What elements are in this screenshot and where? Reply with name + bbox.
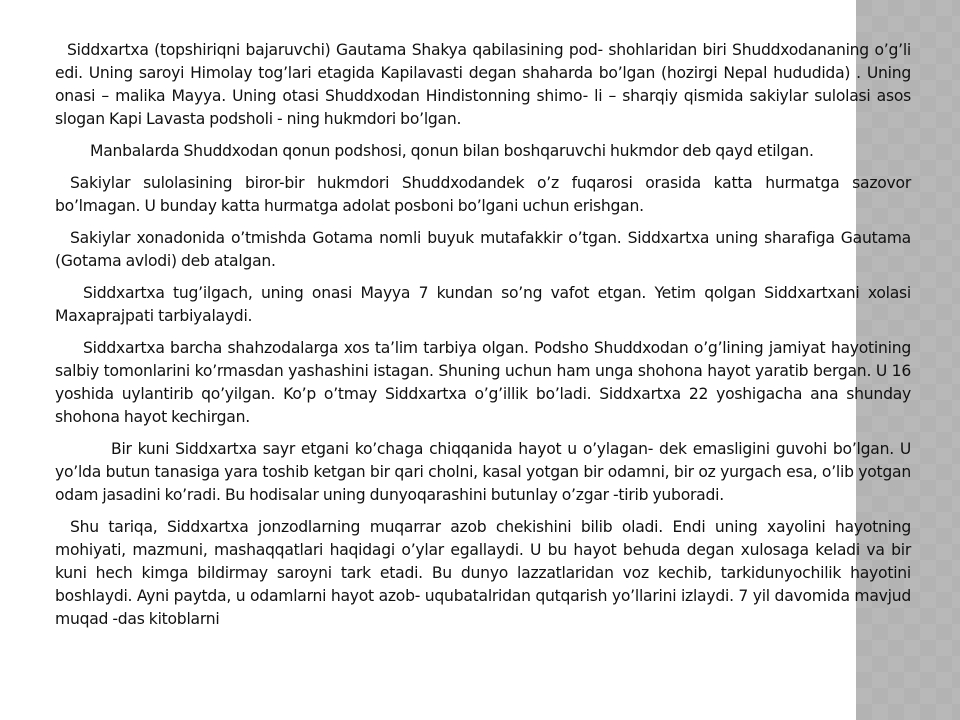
paragraph-law-king: Manbalarda Shuddxodan qonun podshosi, qonun bilan boshqaruvchi hukmdor deb qayd etilgan. <box>90 142 814 160</box>
paragraph-renunciation: Shu tariqa, Siddxartxa jonzodlarning muqarrar azob chekishini bilib oladi. Endi uning xayolini hayotning mohiyati, mazmuni, mashaqqatlari haqidagi o’ylar egallaydi. U bu hayot behuda degan xulosaga keladi va bir kuni hech kimga bildirmay saroyni tark etadi. Bu dunyo lazzatlaridan voz kechib, tarkidunyochilik hayotini boshlaydi. Ayni paytda, u odamlarni hayot azob- uqubatalridan qutqarish yo’llarini izlaydi. 7 yil davomida mavjud muqad -das kitoblarni <box>55 518 911 628</box>
slide-text-body <box>55 39 911 640</box>
paragraph-youth: Siddxartxa barcha shahzodalarga xos ta’lim tarbiya olgan. Podsho Shuddxodan o’g’lining jamiyat hayotining salbiy tomonlarini ko’rmasdan yashashini istagan. Shuning uchun ham unga shohona hayot yaratib bergan. U 16 yoshida uylantirib qo’yilgan. Ko’p o’tmay Siddxartxa o’g’illik bo’ladi. Siddxartxa 22 yoshigacha ana shunday shohona hayot kechirgan. <box>55 339 911 426</box>
paragraph-origin: Siddxartxa (topshiriqni bajaruvchi) Gautama Shakya qabilasining pod- shohlaridan biri Shuddxodananing o’g’li edi. Uning saroyi Himolay tog’lari etagida Kapilavasti degan shaharda bo’lgan (hozirgi Nepal hududida) . Uning onasi – malika Mayya. Uning otasi Shuddxodan Hindistonning shimo- li – sharqiy qismida sakiylar sulolasi asos slogan Kapi Lavasta podsholi - ning hukmdori bo’lgan. <box>55 41 911 128</box>
paragraph-respect: Sakiylar sulolasining biror-bir hukmdori Shuddxodandek o’z fuqarosi orasida katta hurmatga sazovor bo’lmagan. U bunday katta hurmatga adolat posboni bo’lgani uchun erishgan. <box>55 174 911 215</box>
paragraph-four-sights: Bir kuni Siddxartxa sayr etgani ko’chaga chiqqanida hayot u o’ylagan- dek emasligini guvohi bo’lgan. U yo’lda butun tanasiga yara toshib ketgan bir qari cholni, kasal yotgan bir odamni, bir oz yurgach esa, o’lib yotgan odam jasadini ko’radi. Bu hodisalar uning dunyoqarashini butunlay o’zgar -tirib yuboradi. <box>55 440 911 504</box>
paragraph-gotama-name: Sakiylar xonadonida o’tmishda Gotama nomli buyuk mutafakkir o’tgan. Siddxartxa uning sharafiga Gautama (Gotama avlodi) deb atalgan. <box>55 229 911 270</box>
paragraph-birth: Siddxartxa tug’ilgach, uning onasi Mayya 7 kundan so’ng vafot etgan. Yetim qolgan Siddxartxani xolasi Maxaprajpati tarbiyalaydi. <box>55 284 911 325</box>
